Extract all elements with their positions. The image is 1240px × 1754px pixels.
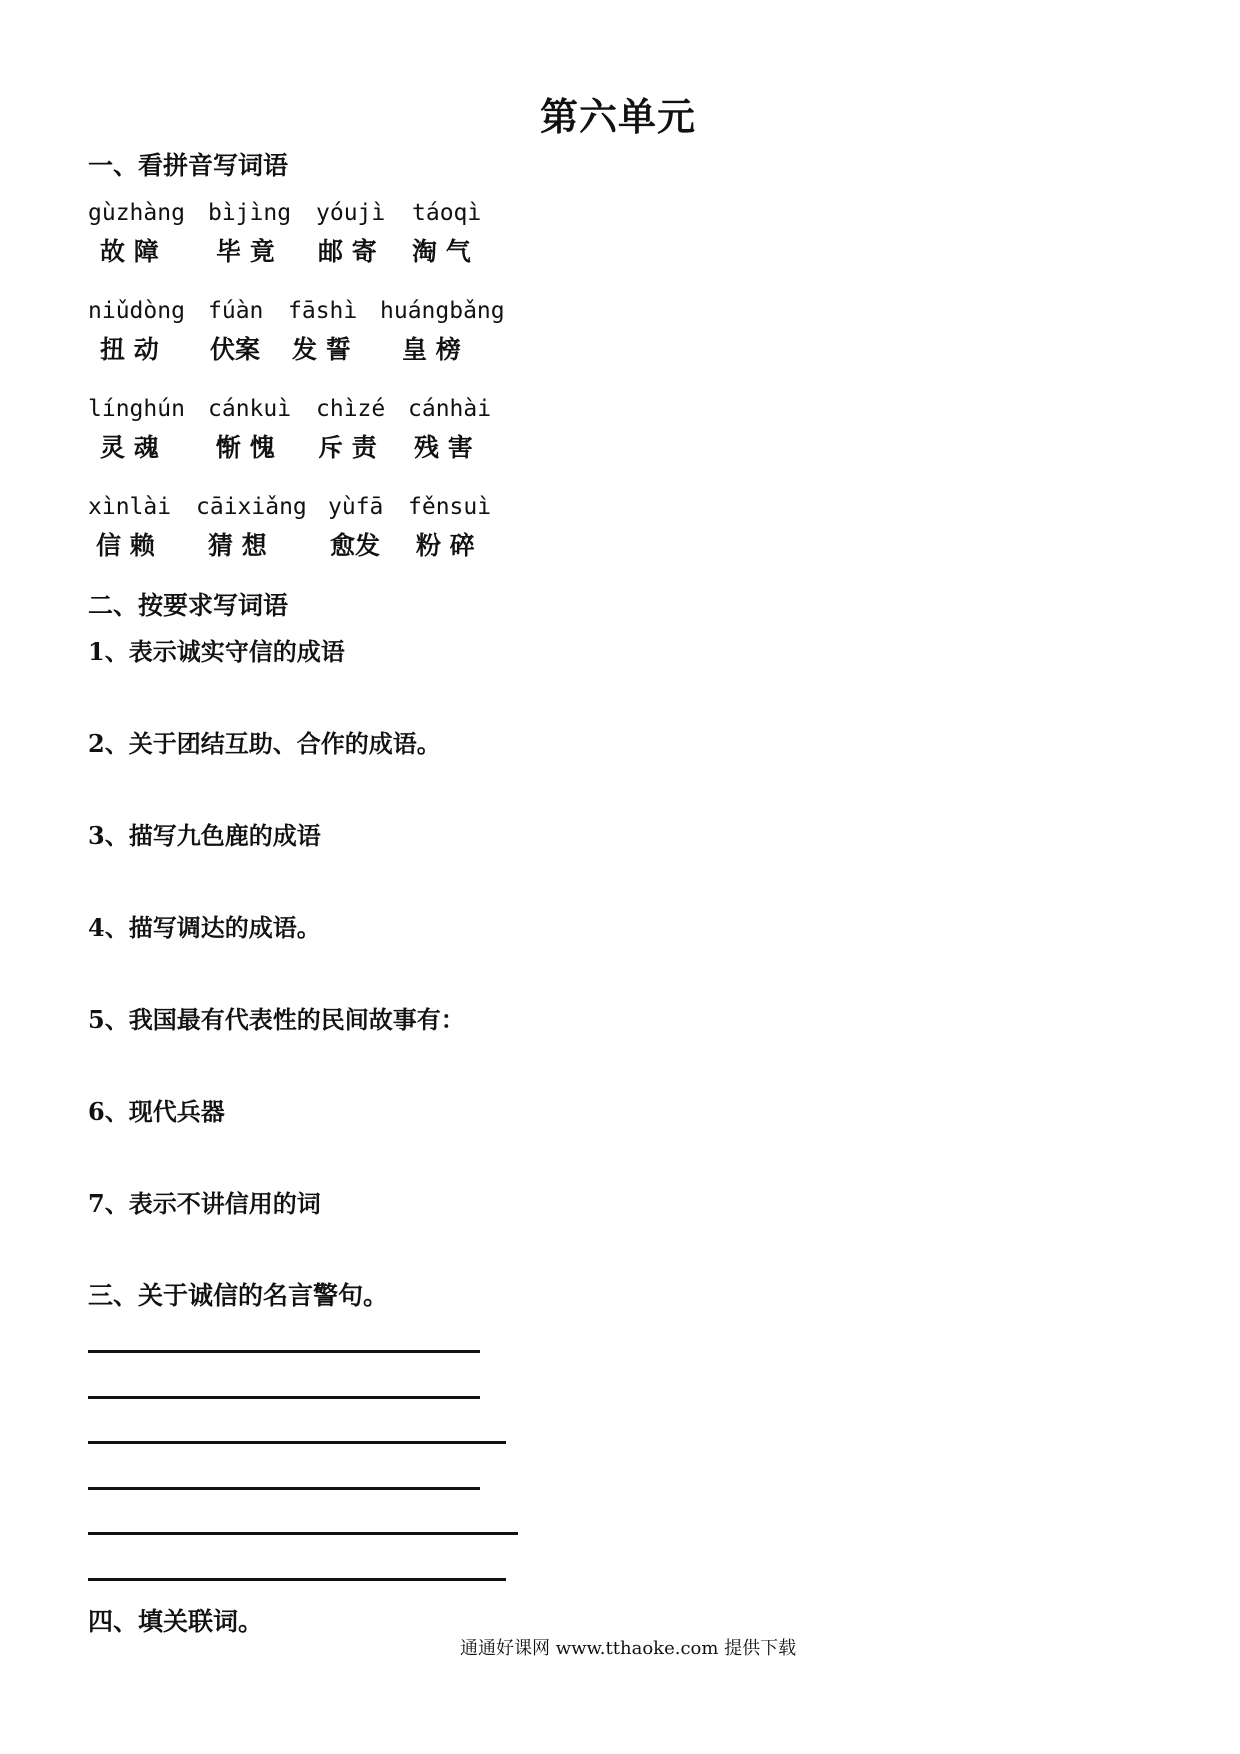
pinyin: niǔdòng — [88, 298, 185, 324]
answer-line — [88, 1578, 506, 1581]
pinyin: chìzé — [316, 396, 386, 422]
answer-word: 猜 想 — [208, 531, 267, 560]
question-item: 5、我国最有代表性的民间故事有： — [88, 1005, 465, 1034]
answer-word: 信 赖 — [96, 531, 155, 560]
section-4-heading: 四、填关联词。 — [88, 1607, 264, 1636]
answer-line — [88, 1350, 480, 1353]
pinyin: cāixiǎng — [196, 494, 307, 520]
pinyin: yùfā — [328, 494, 384, 520]
question-item: 1、表示诚实守信的成语 — [88, 637, 345, 666]
pinyin: xìnlài — [88, 494, 172, 520]
answer-word: 残 害 — [414, 433, 473, 462]
section-3-heading: 三、关于诚信的名言警句。 — [88, 1281, 389, 1310]
pinyin: huángbǎng — [380, 298, 505, 324]
footer-text: 通通好课网 www.tthaoke.com 提供下载 — [460, 1638, 797, 1659]
question-item: 7、表示不讲信用的词 — [88, 1189, 321, 1218]
answer-word: 伏案 — [210, 335, 261, 364]
pinyin: cánkuì — [208, 396, 292, 422]
pinyin: cánhài — [408, 396, 492, 422]
question-item: 4、描写调达的成语。 — [88, 913, 321, 942]
answer-line — [88, 1396, 480, 1399]
answer-word: 邮 寄 — [318, 237, 377, 266]
answer-word: 毕 竟 — [216, 237, 275, 266]
pinyin: fāshì — [288, 298, 358, 324]
pinyin: línghún — [88, 396, 185, 422]
answer-word: 灵 魂 — [100, 433, 159, 462]
answer-line — [88, 1487, 480, 1490]
pinyin: yóujì — [316, 200, 386, 226]
pinyin: fěnsuì — [408, 494, 492, 520]
answer-word: 惭 愧 — [216, 433, 275, 462]
pinyin: táoqì — [412, 200, 482, 226]
page-title: 第六单元 — [540, 94, 697, 139]
pinyin: fúàn — [208, 298, 264, 324]
question-item: 2、关于团结互助、合作的成语。 — [88, 729, 441, 758]
answer-word: 淘 气 — [412, 237, 471, 266]
answer-word: 故 障 — [100, 237, 159, 266]
answer-word: 发 誓 — [292, 335, 351, 364]
answer-word: 粉 碎 — [416, 531, 475, 560]
pinyin: gùzhàng — [88, 200, 185, 226]
answer-line — [88, 1441, 506, 1444]
pinyin: bìjìng — [208, 200, 292, 226]
answer-line — [88, 1532, 518, 1535]
question-item: 3、描写九色鹿的成语 — [88, 821, 321, 850]
section-2-heading: 二、按要求写词语 — [88, 591, 289, 620]
answer-word: 皇 榜 — [402, 335, 461, 364]
question-item: 6、现代兵器 — [88, 1097, 225, 1126]
answer-word: 斥 责 — [318, 433, 377, 462]
section-1-heading: 一、看拼音写词语 — [88, 151, 289, 180]
answer-word: 愈发 — [330, 531, 381, 560]
answer-word: 扭 动 — [100, 335, 159, 364]
